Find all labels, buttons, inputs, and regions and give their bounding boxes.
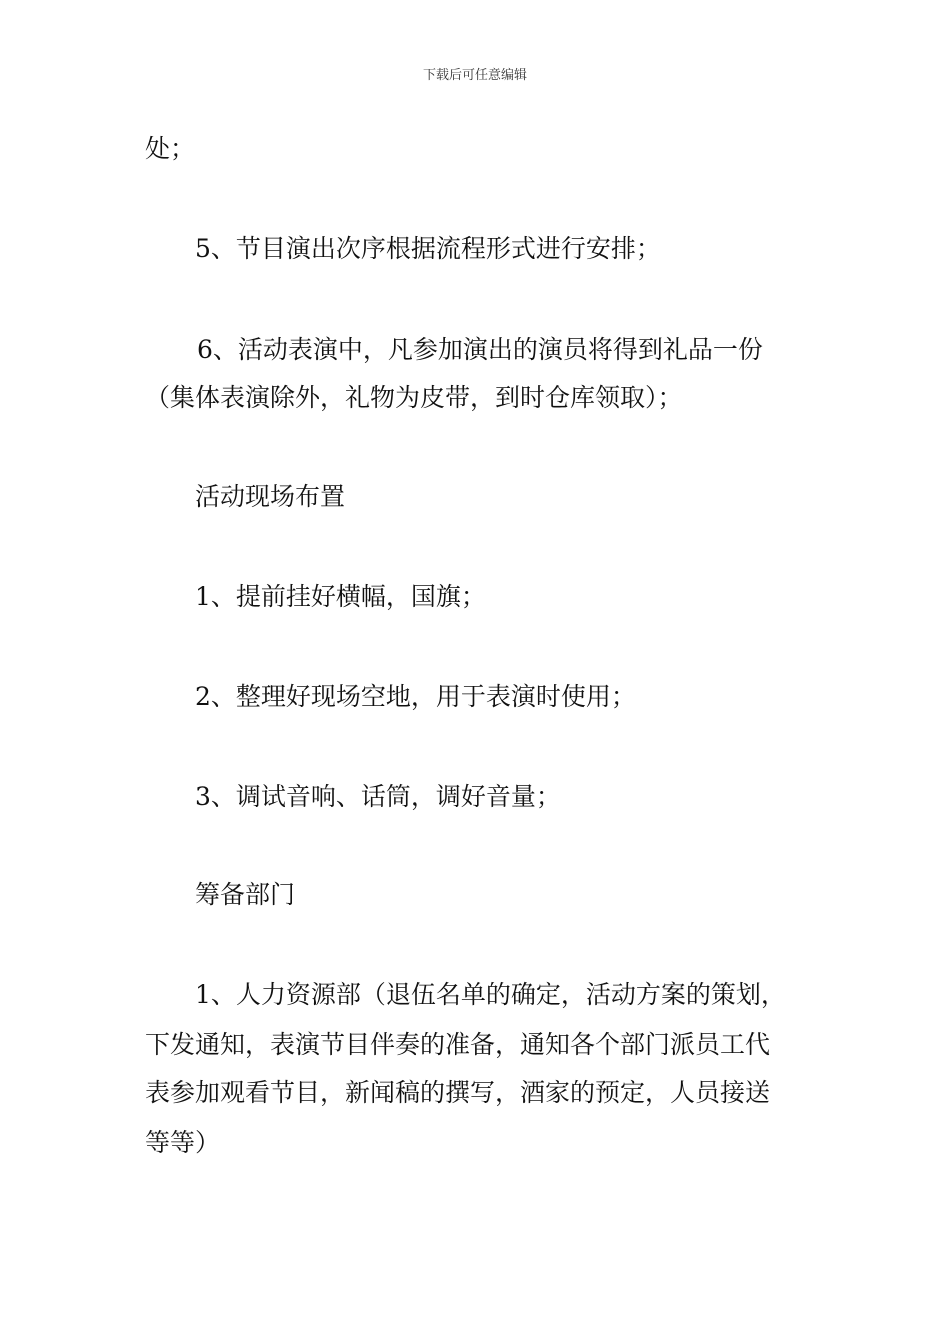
section-title-departments: 筹备部门	[195, 880, 296, 909]
layout-item-1: 1、提前挂好横幅，国旗；	[195, 582, 486, 611]
list-item-5: 5、节目演出次序根据流程形式进行安排；	[195, 234, 661, 263]
layout-item-3: 3、调试音响、话筒，调好音量；	[195, 782, 561, 811]
dept-item-1-line-2: 下发通知，表演节目伴奏的准备，通知各个部门派员工代	[145, 1030, 771, 1059]
dept-item-1-line-1: 1、人力资源部（退伍名单的确定，活动方案的策划，	[195, 980, 786, 1009]
paragraph-continuation: 处；	[145, 134, 196, 163]
page-header: 下载后可任意编辑	[422, 68, 527, 83]
list-item-6-line-2: （集体表演除外，礼物为皮带，到时仓库领取）；	[145, 383, 683, 412]
layout-item-2: 2、整理好现场空地，用于表演时使用；	[195, 682, 636, 711]
dept-item-1-line-4: 等等）	[145, 1128, 221, 1157]
list-item-6-line-1: 6、活动表演中，凡参加演出的演员将得到礼品一份	[197, 335, 763, 364]
dept-item-1-line-3: 表参加观看节目，新闻稿的撰写，酒家的预定，人员接送	[145, 1078, 771, 1107]
section-title-layout: 活动现场布置	[195, 482, 346, 511]
